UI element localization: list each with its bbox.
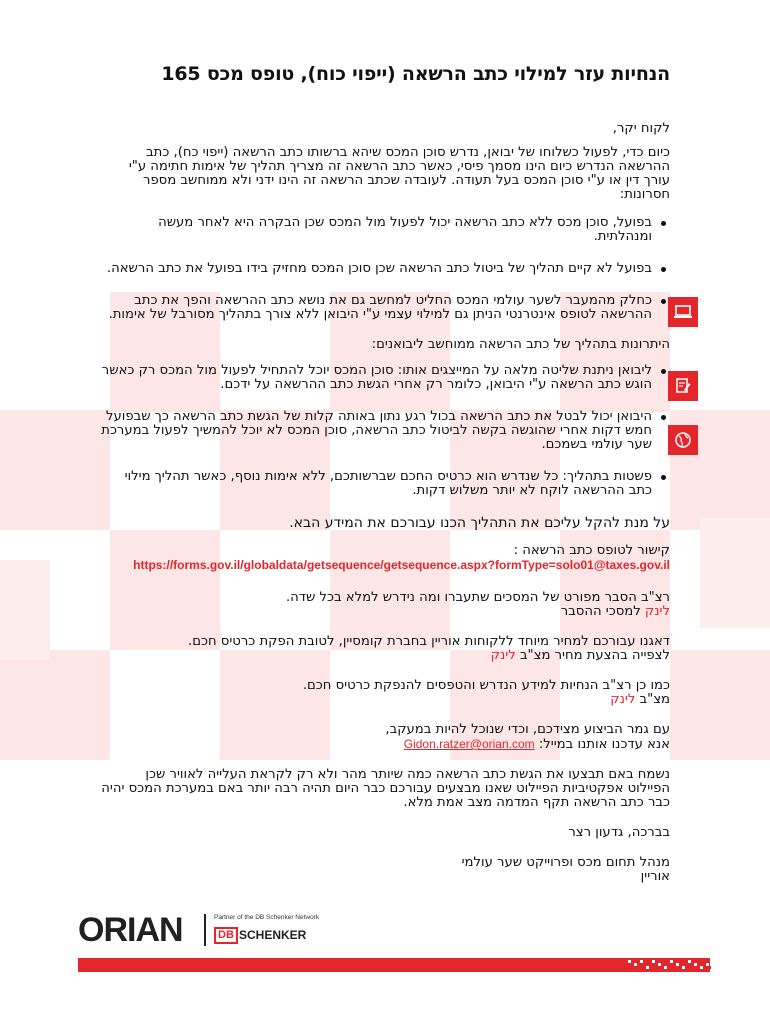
- price-link[interactable]: לינק: [490, 648, 516, 663]
- explain-block: [100, 591, 670, 619]
- explain-link[interactable]: לינק: [644, 604, 670, 619]
- orian-logo-text: ORIAN: [78, 911, 183, 949]
- list-item: פשטות בתהליך: כל שנדרש הוא כרטיס החכם שברשותכם, ללא אימות נוסף, כאשר תהליך מילוי כתב ההרשאה לוקח לא יותר משלוש דקות.: [100, 470, 670, 498]
- list-item: בפועל, סוכן מכס ללא כתב הרשאה יכול לפעול מול המכס שכן הבקרה היא לאחר מעשה ומנהלתית.: [100, 216, 670, 244]
- intro-paragraph: כיום כדי, לפעול כשלוחו של יבואן, נדרש סוכן המכס שיהא ברשותו כתב הרשאה (ייפוי כח), כתב ההרשאה הנדרש כיום הינו מסמך פיסי, כאשר כתב הרשאה זה מצריך תהליך של אימות חתימה ע"י עורך דין או ע"י סוכן המכס בעל תעודה. לעובדה שכתב הרשאה זה הינו ידני ולא ממוחשב מספר חסרונות:: [128, 145, 670, 202]
- guide-line-prefix: מצ"ב: [635, 692, 670, 707]
- list-item: כחלק מהמעבר לשער עולמי המכס החליט למחשב גם את נושא כתב ההרשאה והפך את כתב ההרשאה לטופס אינטרנטי הניתן גם למילוי עצמי ע"י היבואן ללא צורך בתהליך מסורבל של אימות.: [100, 294, 670, 322]
- advantages-list: [100, 364, 670, 498]
- edit-document-icon: [668, 371, 698, 401]
- help-line: על מנת להקל עליכם את התהליך הכנו עבורכם את המידע הבא.: [289, 515, 670, 531]
- signer-title: מנהל תחום מכס ופרוייקט שער עולמי: [461, 855, 670, 870]
- list-item: היבואן יכול לבטל את כתב הרשאה בכול רגע נתון באותה קלות של הגשת כתב הרשאה כך שבפועל חמש דקות אחרי שהוגשה בקשה לביטול כתב הרשאה, סוכן המכס לא יוכל להמשיך לפעול במערכת שער עולמי בשמכם.: [100, 410, 670, 452]
- disadvantages-list: [100, 216, 670, 322]
- followup-block: [100, 723, 670, 752]
- closing-paragraph: נשמח באם תבצעו את הגשת כתב הרשאה כמה שיותר מהר ולא רק לקראת העלייה לאוויר שכן הפיילוט אפקטיביות הפיילוט שאנו מבצעים עבורכם כבר היום תהיה רבה יותר באם במערכת המכס יהיה כבר כתב הרשאה תקף המדמה מצב אמת מלא.: [101, 767, 670, 810]
- db-logo: DB: [214, 927, 238, 944]
- followup-line: עם גמר הביצוע מצידכם, וכדי שנוכל להיות במעקב,: [385, 722, 670, 737]
- globe-icon: [668, 425, 698, 455]
- form-link-url[interactable]: https://forms.gov.il/globaldata/getsequence/getsequence.aspx?formType=solo01@taxes.gov.il: [133, 558, 670, 572]
- form-link-label: קישור לטופס כתב הרשאה :: [513, 543, 670, 558]
- signer-company: אוריין: [640, 869, 670, 884]
- signature-block: [100, 856, 670, 884]
- schenker-text: SCHENKER: [239, 928, 307, 942]
- letter-body: [100, 62, 670, 900]
- greeting: לקוח יקר,: [612, 121, 670, 136]
- partner-text: Partner of the DB Schenker Network: [214, 914, 320, 921]
- footer-tail-dots: [700, 958, 720, 972]
- form-link-block: [100, 544, 670, 573]
- explain-link-suffix: למסכי ההסבר: [560, 604, 645, 619]
- page-title: הנחיות עזר למילוי כתב הרשאה (ייפוי כוח), טופס מכס 165: [161, 63, 670, 85]
- company-logo: [78, 910, 320, 950]
- followup-line-prefix: אנא עדכנו אותנו במייל:: [534, 737, 670, 752]
- list-item: בפועל לא קיים תהליך של ביטול כתב הרשאה שכן סוכן המכס מחזיק בידו בפועל את כתב הרשאה.: [100, 262, 670, 276]
- advantages-title: היתרונות בתהליך של כתב הרשאה ממוחשב ליבואנים:: [371, 337, 670, 352]
- guide-link[interactable]: לינק: [610, 692, 636, 707]
- logo-divider: [204, 914, 206, 946]
- price-line-prefix: לצפייה בהצעת מחיר מצ"ב: [515, 648, 670, 663]
- price-line: דאגנו עבורכם למחיר מיוחד ללקוחות אוריין בחברת קומסיין, לטובת הפקת כרטיס חכם.: [188, 634, 670, 649]
- email-link[interactable]: Gidon.ratzer@orian.com: [403, 737, 535, 751]
- signoff: בברכה, גדעון רצר: [568, 825, 670, 840]
- guide-line: כמו כן רצ"ב הנחיות למידע הנדרש והטפסים להנפקת כרטיס חכם.: [302, 678, 670, 693]
- explain-text: רצ"ב הסבר מפורט של המסכים שתעברו ומה נידרש למלא בכל שדה.: [285, 590, 670, 605]
- guide-block: [100, 679, 670, 707]
- laptop-icon: [668, 297, 698, 327]
- price-block: [100, 635, 670, 663]
- list-item: ליבואן ניתנת שליטה מלאה על המייצגים אותו: סוכן המכס יוכל להתחיל לפעול מול המכס רק כאשר הוגש כתב הרשאה ע"י היבואן, כלומר רק אחרי הגשת כתב ההרשאה על ידכם.: [100, 364, 670, 392]
